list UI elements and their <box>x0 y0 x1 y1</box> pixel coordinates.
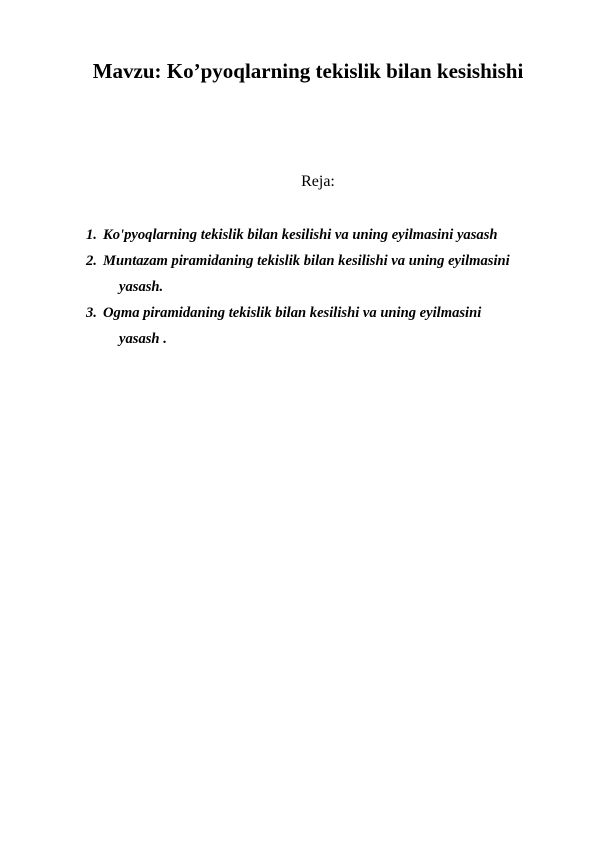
plan-item-text: Ko'pyoqlarning tekislik bilan kesilishi va uning eyilmasini yasash <box>103 227 498 243</box>
plan-list <box>86 222 566 352</box>
plan-item-number: 1. <box>86 227 97 243</box>
plan-heading: Reja: <box>301 173 335 190</box>
plan-item-number: 3. <box>86 305 97 321</box>
plan-item-text: Muntazam piramidaning tekislik bilan kesilishi va uning eyilmasini <box>103 253 510 269</box>
plan-item-1 <box>86 222 566 248</box>
plan-item-text: Ogma piramidaning tekislik bilan kesilishi va uning eyilmasini <box>103 305 482 321</box>
plan-item-3 <box>86 300 566 352</box>
plan-item-2 <box>86 248 566 300</box>
plan-item-text-continuation: yasash. <box>119 279 164 295</box>
document-title: Mavzu: Ko’pyoqlarning tekislik bilan kesishishi <box>92 59 524 83</box>
plan-item-number: 2. <box>86 253 97 269</box>
plan-item-text-continuation: yasash . <box>119 331 167 347</box>
